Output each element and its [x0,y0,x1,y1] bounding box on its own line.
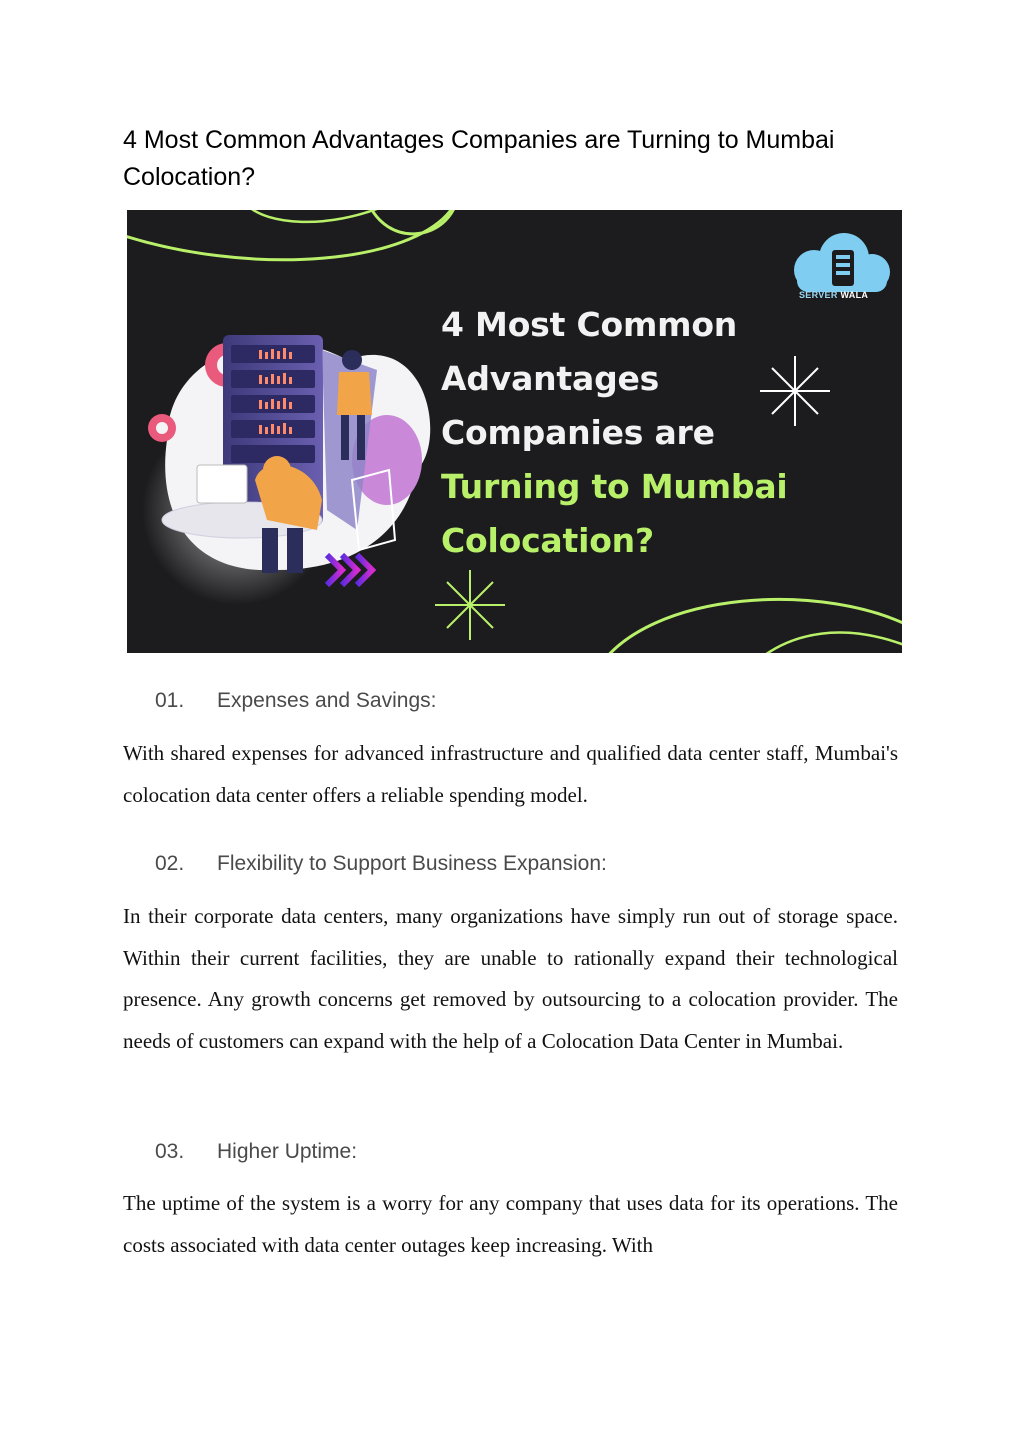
section-body: In their corporate data centers, many organizations have simply run out of storage space. Within their current facilities, they are unable to rationally expand their technological presence. Any growth concerns get removed by outsourcing to a colocation provider. The needs of customers can expand with the help of a Colocation Data Center in Mumbai. [123,904,898,1053]
green-arc-bottom-right [597,599,902,653]
section-title: Higher Uptime: [217,1140,358,1163]
section-number: 01. [155,689,185,712]
banner-headline-line: 4 Most Common [441,305,738,344]
gear-small-icon [148,414,176,442]
page-title: 4 Most Common Advantages Companies are Turning to Mumbai Colocation? [123,126,835,191]
server-cloud-logo-icon [794,233,890,292]
green-arc-top [367,210,457,234]
section-heading [155,1140,357,1164]
banner-headline-line: Advantages [441,359,660,398]
chevrons-icon [327,555,372,585]
brand-name-part1: SERVER [799,290,838,300]
hero-banner-image [127,210,902,653]
banner-headline-accent-line: Turning to Mumbai [441,467,788,506]
banner-headline-line: Companies are [441,413,715,452]
monitor-icon [197,465,247,503]
green-arc-top-small [247,210,387,222]
sparkle-green-icon [435,570,505,640]
green-arc-bottom-right-2 [747,633,902,653]
banner-headline-accent-line: Colocation? [441,521,654,560]
banner-headline [441,298,881,568]
section-body: With shared expenses for advanced infrastructure and qualified data center staff, Mumbai's colocation data center offers a reliable spending model. [123,741,898,807]
section-number: 02. [155,852,185,875]
section-heading [155,852,607,876]
section-body: The uptime of the system is a worry for any company that uses data for its operations. The costs associated with data center outages keep increasing. With [123,1191,898,1257]
section-title: Flexibility to Support Business Expansion: [217,852,607,875]
brand-name-part2: WALA [840,290,869,300]
section-heading [155,689,436,713]
section-number: 03. [155,1140,185,1163]
section-title: Expenses and Savings: [217,689,437,712]
